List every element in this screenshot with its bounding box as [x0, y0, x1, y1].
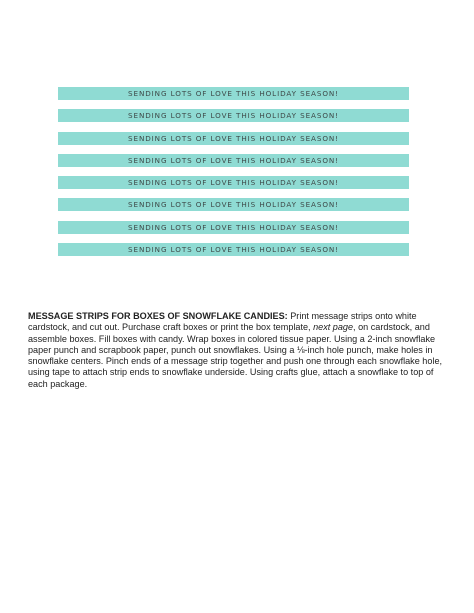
- message-strip: SENDING LOTS OF LOVE THIS HOLIDAY SEASON!: [58, 87, 409, 100]
- message-strip: SENDING LOTS OF LOVE THIS HOLIDAY SEASON!: [58, 243, 409, 256]
- message-strip: SENDING LOTS OF LOVE THIS HOLIDAY SEASON!: [58, 221, 409, 234]
- message-strip: SENDING LOTS OF LOVE THIS HOLIDAY SEASON!: [58, 176, 409, 189]
- instructions-text-continued: , on cardstock, and assemble boxes. Fill boxes with candy. Wrap boxes in colored tissue paper. Using a 2-inch snowflake paper punch and scrapbook paper, punch out snowflakes. Using a ⅛-inch hole punch, make holes in snowflake centers. Pinch ends of a message strip together and push one through each snowflake hole, using tape to attach strip ends to snowflake underside. Using crafts glue, attach a snowflake to top of each package.: [28, 322, 443, 389]
- message-strip: SENDING LOTS OF LOVE THIS HOLIDAY SEASON!: [58, 132, 409, 145]
- message-strip: SENDING LOTS OF LOVE THIS HOLIDAY SEASON!: [58, 109, 409, 122]
- instructions-emphasis: next page: [313, 322, 354, 333]
- instructions-paragraph: [28, 311, 446, 390]
- instructions-text: Print message strips onto white cardstock, and cut out. Purchase craft boxes or print the box template,: [28, 311, 417, 333]
- message-strips: [58, 87, 409, 265]
- message-strip: SENDING LOTS OF LOVE THIS HOLIDAY SEASON!: [58, 198, 409, 211]
- instructions-heading: MESSAGE STRIPS FOR BOXES OF SNOWFLAKE CANDIES:: [28, 311, 288, 321]
- message-strip: SENDING LOTS OF LOVE THIS HOLIDAY SEASON!: [58, 154, 409, 167]
